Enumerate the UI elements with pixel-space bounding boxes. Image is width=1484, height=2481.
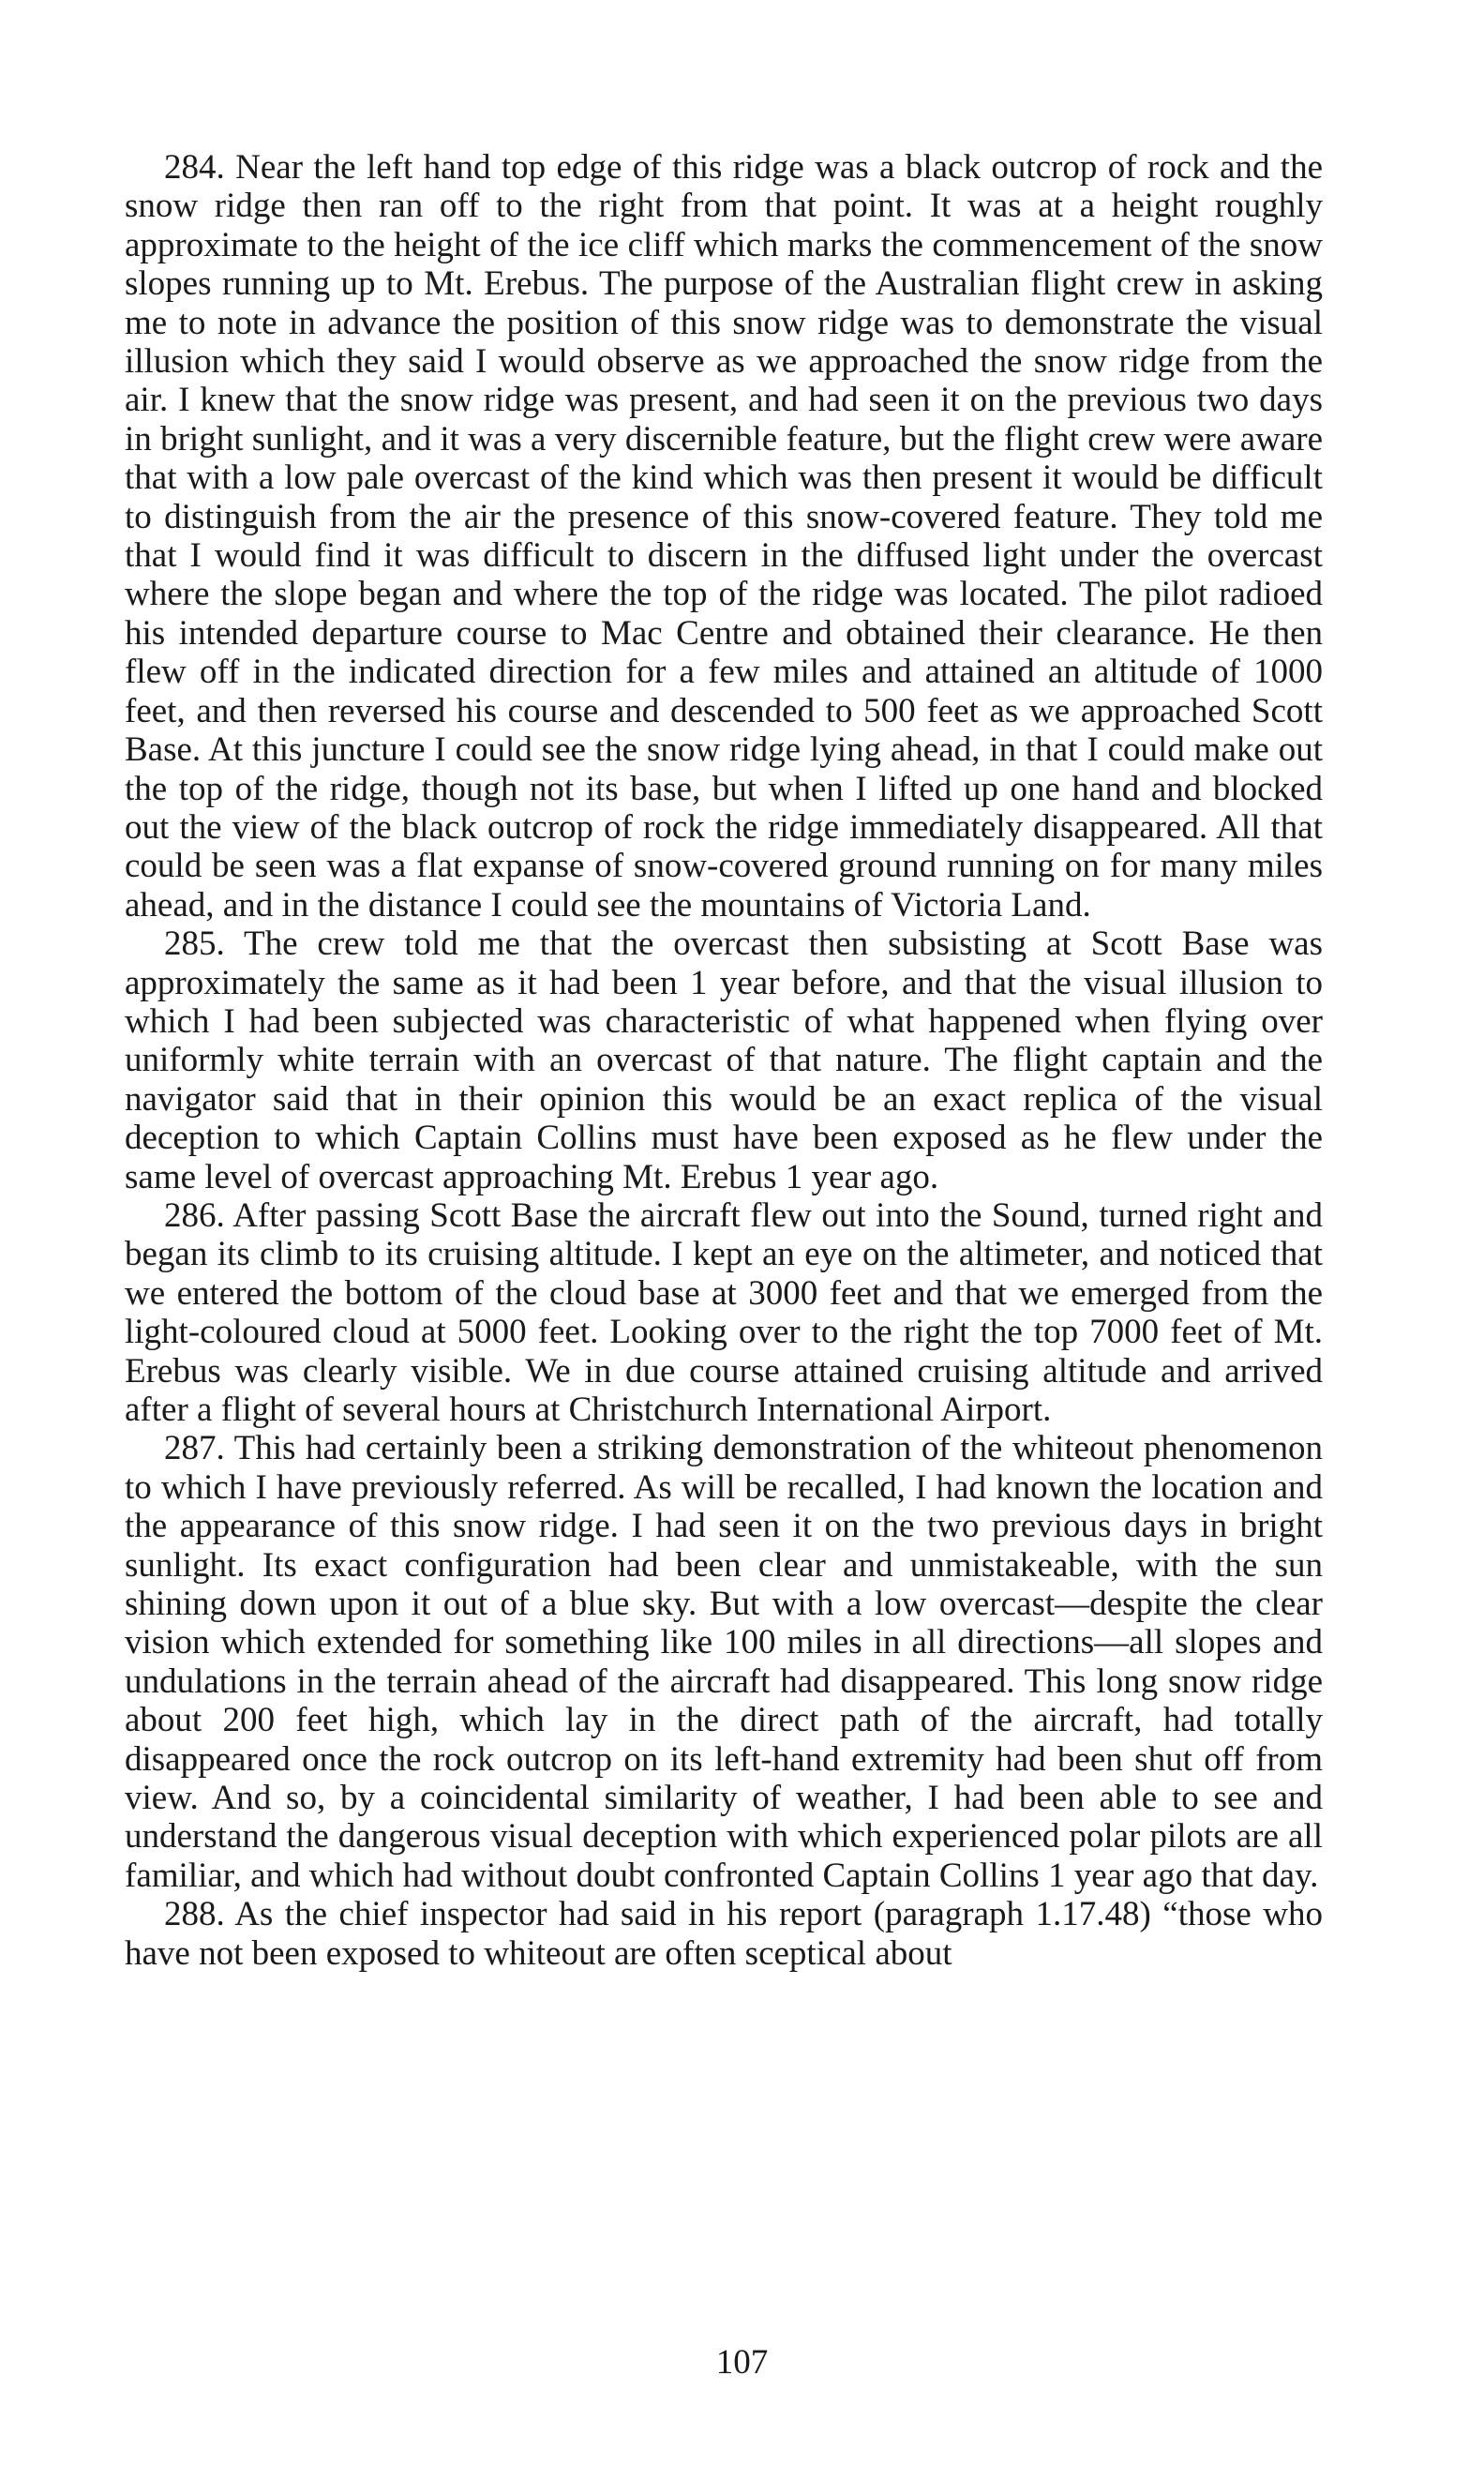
paragraph-number: 284. <box>164 148 225 187</box>
paragraph-text: Near the left hand top edge of this ridge was a black outcrop of rock and the snow ridge then ran off to the right from that point. It was at a height roughly approximate to the height of the ice cliff which marks the commencement of the snow slopes running up to Mt. Erebus. The purpose of the Australian flight crew in asking me to note in advance the position of this snow ridge was to demonstrate the visual illusion which they said I would observe as we approached the snow ridge from the air. I knew that the snow ridge was present, and had seen it on the previous two days in bright sunlight, and it was a very discernible feature, but the flight crew were aware that with a low pale overcast of the kind which was then present it would be difficult to distinguish from the air the presence of this snow-covered feature. They told me that I would find it was difficult to discern in the diffused light under the overcast where the slope began and where the top of the ridge was located. The pilot radioed his intended departure course to Mac Centre and obtained their clearance. He then flew off in the indicated direction for a few miles and attained an altitude of 1000 feet, and then reversed his course and descended to 500 feet as we approached Scott Base. At this juncture I could see the snow ridge lying ahead, in that I could make out the top of the ridge, though not its base, but when I lifted up one hand and blocked out the view of the black outcrop of rock the ridge immediately disappeared. All that could be seen was a flat expanse of snow-covered ground running on for many miles ahead, and in the distance I could see the mountains of Victoria Land. <box>125 148 1324 925</box>
paragraph-287 <box>125 1429 1323 1895</box>
paragraph-284 <box>125 148 1323 925</box>
paragraph-text: The crew told me that the overcast then subsisting at Scott Base was approximately the same as it had been 1 year before, and that the visual illusion to which I had been subjected was characteristic of what happened when flying over uniformly white terrain with an overcast of that nature. The flight captain and the navigator said that in their opinion this would be an exact replica of the visual deception to which Captain Collins must have been exposed as he flew under the same level of overcast approaching Mt. Erebus 1 year ago. <box>125 925 1323 1196</box>
paragraph-text: This had certainly been a striking demonstration of the whiteout phenomenon to which I have previously referred. As will be recalled, I had known the location and the appearance of this snow ridge. I had seen it on the two previous days in bright sunlight. Its exact configuration had been clear and unmistakeable, with the sun shining down upon it out of a blue sky. But with a low overcast—despite the clear vision which extended for something like 100 miles in all directions—all slopes and undulations in the terrain ahead of the aircraft had disappeared. This long snow ridge about 200 feet high, which lay in the direct path of the aircraft, had totally disappeared once the rock outcrop on its left-hand extremity had been shut off from view. And so, by a coincidental similarity of weather, I had been able to see and understand the dangerous visual deception with which experienced polar pilots are all familiar, and which had without doubt confronted Captain Collins 1 year ago that day. <box>125 1429 1323 1895</box>
paragraph-number: 287. <box>164 1429 225 1468</box>
paragraph-number: 285. <box>164 925 225 964</box>
paragraph-number: 288. <box>164 1895 225 1934</box>
page-number: 107 <box>715 2343 769 2382</box>
paragraph-288 <box>125 1895 1323 1973</box>
paragraph-text: As the chief inspector had said in his report (paragraph 1.17.48) “those who have not been exposed to whiteout are often sceptical about <box>125 1895 1324 1973</box>
page-body <box>125 148 1323 1973</box>
paragraph-286 <box>125 1196 1323 1429</box>
paragraph-number: 286. <box>164 1195 225 1235</box>
paragraph-285 <box>125 925 1323 1196</box>
paragraph-text: After passing Scott Base the aircraft flew out into the Sound, turned right and began its climb to its cruising altitude. I kept an eye on the altimeter, and noticed that we entered the bottom of the cloud base at 3000 feet and that we emerged from the light-coloured cloud at 5000 feet. Looking over to the right the top 7000 feet of Mt. Erebus was clearly visible. We in due course attained cruising altitude and arrived after a flight of several hours at Christchurch International Airport. <box>125 1195 1323 1429</box>
